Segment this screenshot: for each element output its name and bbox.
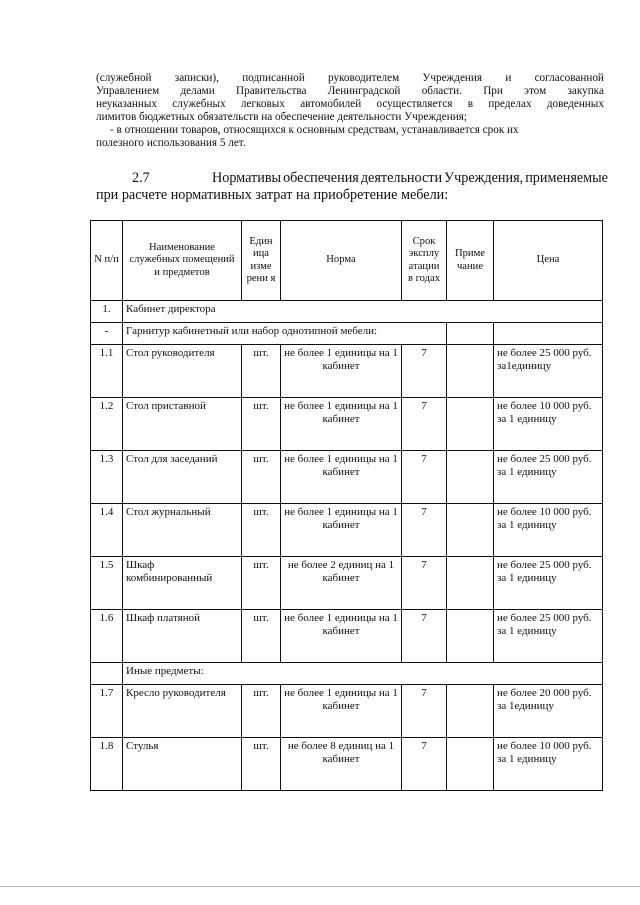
cell-norm: не более 1 единицы на 1 кабинет (281, 398, 402, 451)
cell-n: 1. (91, 301, 123, 323)
subsection-title: Гарнитур кабинетный или набор однотипной мебели: (123, 323, 447, 345)
cell-empty (494, 323, 603, 345)
word: автомобилей (300, 98, 362, 110)
word: подписанной (242, 72, 305, 84)
table-row (91, 610, 603, 663)
table-row (91, 557, 603, 610)
intro-line-1 (96, 72, 604, 85)
word: Ленинградской (327, 85, 401, 97)
intro-paragraph (96, 72, 604, 150)
cell-n: 1.8 (91, 738, 123, 791)
word: этом (524, 85, 547, 97)
section-row (91, 301, 603, 323)
cell-name: Кресло руководителя (123, 685, 242, 738)
table-row (91, 451, 603, 504)
cell-term: 7 (402, 557, 447, 610)
cell-price: не более 25 000 руб. за 1 единицу (494, 557, 603, 610)
cell-name: Шкаф платяной (123, 610, 242, 663)
table-header-row (91, 221, 603, 301)
word: согласованной (534, 72, 604, 84)
cell-norm: не более 1 единицы на 1 кабинет (281, 345, 402, 398)
cell-name: Стол журнальный (123, 504, 242, 557)
word: закупка (567, 85, 604, 97)
cell-empty (447, 323, 494, 345)
furniture-norms-table (90, 220, 603, 791)
word: служебных (172, 98, 226, 110)
intro-line-2 (96, 85, 604, 98)
cell-price: не более 10 000 руб. за 1 единицу (494, 504, 603, 557)
cell-term: 7 (402, 451, 447, 504)
word: обеспечения (283, 170, 359, 186)
cell-n: 1.1 (91, 345, 123, 398)
word: Нормативы (212, 170, 282, 186)
cell-n (91, 663, 123, 685)
cell-price: не более 10 000 руб. за 1 единицу (494, 738, 603, 791)
word: (служебной (96, 72, 152, 84)
word: Учреждения (422, 72, 483, 84)
intro-line-6 (96, 137, 604, 150)
word: применяемые (525, 170, 608, 186)
cell-norm: не более 1 единицы на 1 кабинет (281, 451, 402, 504)
word: Управлением (96, 85, 160, 97)
cell-price: не более 25 000 руб. за 1 единицу (494, 451, 603, 504)
word: делами (180, 85, 215, 97)
word: пределах (488, 98, 532, 110)
cell-name: Стулья (123, 738, 242, 791)
cell-unit: шт. (242, 504, 281, 557)
cell-note (447, 738, 494, 791)
scan-edge-line (0, 886, 640, 887)
table-row (91, 738, 603, 791)
intro-line-4 (96, 111, 604, 124)
cell-n: 1.6 (91, 610, 123, 663)
cell-note (447, 345, 494, 398)
heading-line-1 (96, 170, 608, 187)
cell-n: 1.7 (91, 685, 123, 738)
word: легковых (240, 98, 285, 110)
cell-unit: шт. (242, 685, 281, 738)
cell-unit: шт. (242, 398, 281, 451)
header-term: Срок эксплу атации в годах (402, 221, 447, 301)
header-note: Приме чание (447, 221, 494, 301)
word: области. (421, 85, 462, 97)
header-norm: Норма (281, 221, 402, 301)
word: Учреждения, (444, 170, 524, 186)
cell-name: Стол для заседаний (123, 451, 242, 504)
subsection-row (91, 663, 603, 685)
subsection-row (91, 323, 603, 345)
table-row (91, 685, 603, 738)
intro-text: - в отношении товаров, относящихся к основным средствам, устанавливается срок их (110, 124, 519, 136)
table-row (91, 398, 603, 451)
cell-norm: не более 8 единиц на 1 кабинет (281, 738, 402, 791)
cell-n: 1.2 (91, 398, 123, 451)
cell-term: 7 (402, 685, 447, 738)
cell-norm: не более 1 единицы на 1 кабинет (281, 685, 402, 738)
cell-n: 1.4 (91, 504, 123, 557)
heading-text (212, 170, 608, 187)
intro-text: лимитов бюджетных обязательств на обеспечение деятельности Учреждения; (96, 111, 467, 123)
cell-note (447, 685, 494, 738)
word: осуществляется (376, 98, 453, 110)
cell-term: 7 (402, 504, 447, 557)
cell-term: 7 (402, 345, 447, 398)
header-unit: Един ица изме рени я (242, 221, 281, 301)
cell-unit: шт. (242, 451, 281, 504)
cell-term: 7 (402, 610, 447, 663)
cell-n: 1.3 (91, 451, 123, 504)
cell-term: 7 (402, 398, 447, 451)
cell-name: Стол приставной (123, 398, 242, 451)
cell-unit: шт. (242, 738, 281, 791)
section-title: Кабинет директора (123, 301, 603, 323)
header-price: Цена (494, 221, 603, 301)
cell-price: не более 10 000 руб. за 1 единицу (494, 398, 603, 451)
cell-note (447, 504, 494, 557)
word: руководителем (328, 72, 400, 84)
word: При (483, 85, 503, 97)
intro-line-5 (96, 124, 604, 137)
section-number: 2.7 (132, 170, 150, 186)
cell-note (447, 610, 494, 663)
cell-note (447, 557, 494, 610)
word: записки), (174, 72, 219, 84)
intro-text: полезного использования 5 лет. (96, 137, 246, 149)
table-row (91, 504, 603, 557)
section-heading (96, 170, 608, 204)
word: и (505, 72, 512, 84)
word: в (467, 98, 474, 110)
heading-line-2: при расчете нормативных затрат на приобретение мебели: (96, 187, 449, 203)
cell-unit: шт. (242, 557, 281, 610)
word: неуказанных (96, 98, 157, 110)
word: деятельности (360, 170, 443, 186)
cell-norm: не более 1 единицы на 1 кабинет (281, 504, 402, 557)
cell-unit: шт. (242, 345, 281, 398)
header-name: Наименование служебных помещений и предметов (123, 221, 242, 301)
cell-note (447, 398, 494, 451)
cell-norm: не более 2 единиц на 1 кабинет (281, 557, 402, 610)
cell-note (447, 451, 494, 504)
cell-norm: не более 1 единицы на 1 кабинет (281, 610, 402, 663)
cell-price: не более 20 000 руб. за 1единицу (494, 685, 603, 738)
cell-price: не более 25 000 руб. за 1 единицу (494, 610, 603, 663)
cell-term: 7 (402, 738, 447, 791)
cell-unit: шт. (242, 610, 281, 663)
table-row (91, 345, 603, 398)
cell-name: Стол руководителя (123, 345, 242, 398)
subsection-title: Иные предметы: (123, 663, 603, 685)
word: Правительства (236, 85, 307, 97)
cell-price: не более 25 000 руб. за1единицу (494, 345, 603, 398)
header-n: N п/п (91, 221, 123, 301)
cell-name: Шкаф комбинированный (123, 557, 242, 610)
cell-n: - (91, 323, 123, 345)
word: доведенных (546, 98, 604, 110)
intro-line-3 (96, 98, 604, 111)
cell-n: 1.5 (91, 557, 123, 610)
